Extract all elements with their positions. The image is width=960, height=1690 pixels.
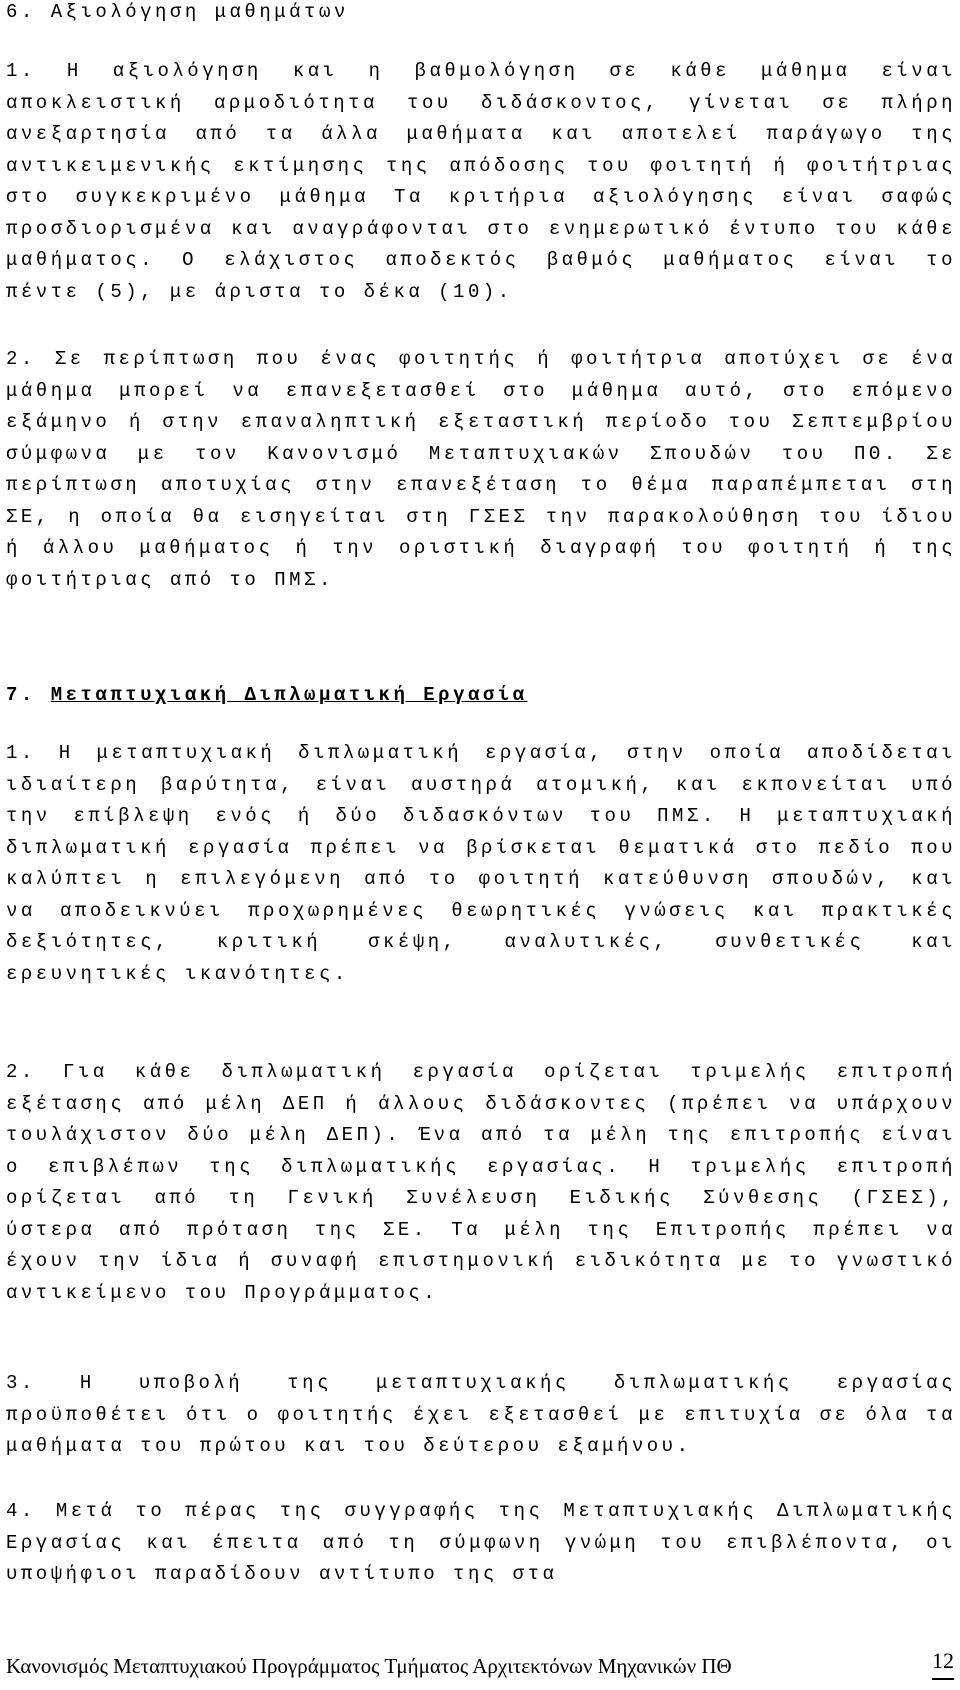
section-6-heading: 6. Αξιολόγηση μαθημάτων [6,1,349,23]
section-7-number: 7. [6,684,36,706]
page-footer [0,1648,960,1684]
section-7-paragraph-4: 4. Μετά το πέρας της συγγραφής της Μεταπτυχιακής Διπλωματικής Εργασίας και έπειτα από τη σύμφωνη γνώμη του επιβλέποντα, οι υποψήφιοι παραδίδουν αντίτυπο της στα [6,1500,956,1585]
page-number: 12 [932,1650,954,1680]
footer-text: Κανονισμός Μεταπτυχιακού Προγράμματος Τμήματος Αρχιτεκτόνων Μηχανικών ΠΘ [6,1654,732,1678]
section-7-paragraph-3: 3. Η υποβολή της μεταπτυχιακής διπλωματικής εργασίας προϋποθέτει ότι ο φοιτητής έχει εξετασθεί με επιτυχία σε όλα τα μαθήματα του πρώτου και του δεύτερου εξαμήνου. [6,1372,956,1457]
section-7-title: Μεταπτυχιακή Διπλωματική Εργασία [50,684,528,706]
section-7-heading [6,680,528,712]
section-6-paragraph-2: 2. Σε περίπτωση που ένας φοιτητής ή φοιτήτρια αποτύχει σε ένα μάθημα μπορεί να επανεξετασθεί στο μάθημα αυτό, στο επόμενο εξάμηνο ή στην επαναληπτική εξεταστική περίοδο του Σεπτεμβρίου σύμφωνα με τον Κανονισμό Μεταπτυχιακών Σπουδών του ΠΘ. Σε περίπτωση αποτυχίας στην επανεξέταση το θέμα παραπέμπεται στη ΣΕ, η οποία θα εισηγείται στη ΓΣΕΣ την παρακολούθηση του ίδιου ή άλλου μαθήματος ή την οριστική διαγραφή του φοιτητή ή της φοιτήτριας από το ΠΜΣ. [6,348,956,591]
section-6-paragraph-1: 1. Η αξιολόγηση και η βαθμολόγηση σε κάθε μάθημα είναι αποκλειστική αρμοδιότητα του διδάσκοντος, γίνεται σε πλήρη ανεξαρτησία από τα άλλα μαθήματα και αποτελεί παράγωγο της αντικειμενικής εκτίμησης της απόδοσης του φοιτητή ή φοιτήτριας στο συγκεκριμένο μάθημα Τα κριτήρια αξιολόγησης είναι σαφώς προσδιορισμένα και αναγράφονται στο ενημερωτικό έντυπο του κάθε μαθήματος. Ο ελάχιστος αποδεκτός βαθμός μαθήματος είναι το πέντε (5), με άριστα το δέκα (10). [6,60,956,303]
section-7-paragraph-1: 1. Η μεταπτυχιακή διπλωματική εργασία, στην οποία αποδίδεται ιδιαίτερη βαρύτητα, είναι αυστηρά ατομική, και εκπονείται υπό την επίβλεψη ενός ή δύο διδασκόντων του ΠΜΣ. Η μεταπτυχιακή διπλωματική εργασία πρέπει να βρίσκεται θεματικά στο πεδίο που καλύπτει η επιλεγόμενη από το φοιτητή κατεύθυνση σπουδών, και να αποδεικνύει προχωρημένες θεωρητικές γνώσεις και πρακτικές δεξιότητες, κριτική σκέψη, αναλυτικές, συνθετικές και ερευνητικές ικανότητες. [6,742,956,985]
section-7-paragraph-2: 2. Για κάθε διπλωματική εργασία ορίζεται τριμελής επιτροπή εξέτασης από μέλη ΔΕΠ ή άλλους διδάσκοντες (πρέπει να υπάρχουν τουλάχιστον δύο μέλη ΔΕΠ). Ένα από τα μέλη της επιτροπής είναι ο επιβλέπων της διπλωματικής εργασίας. Η τριμελής επιτροπή ορίζεται από τη Γενική Συνέλευση Ειδικής Σύνθεσης (ΓΣΕΣ), ύστερα από πρόταση της ΣΕ. Τα μέλη της Επιτροπής πρέπει να έχουν την ίδια ή συναφή επιστημονική ειδικότητα με το γνωστικό αντικείμενο του Προγράμματος. [6,1061,956,1304]
